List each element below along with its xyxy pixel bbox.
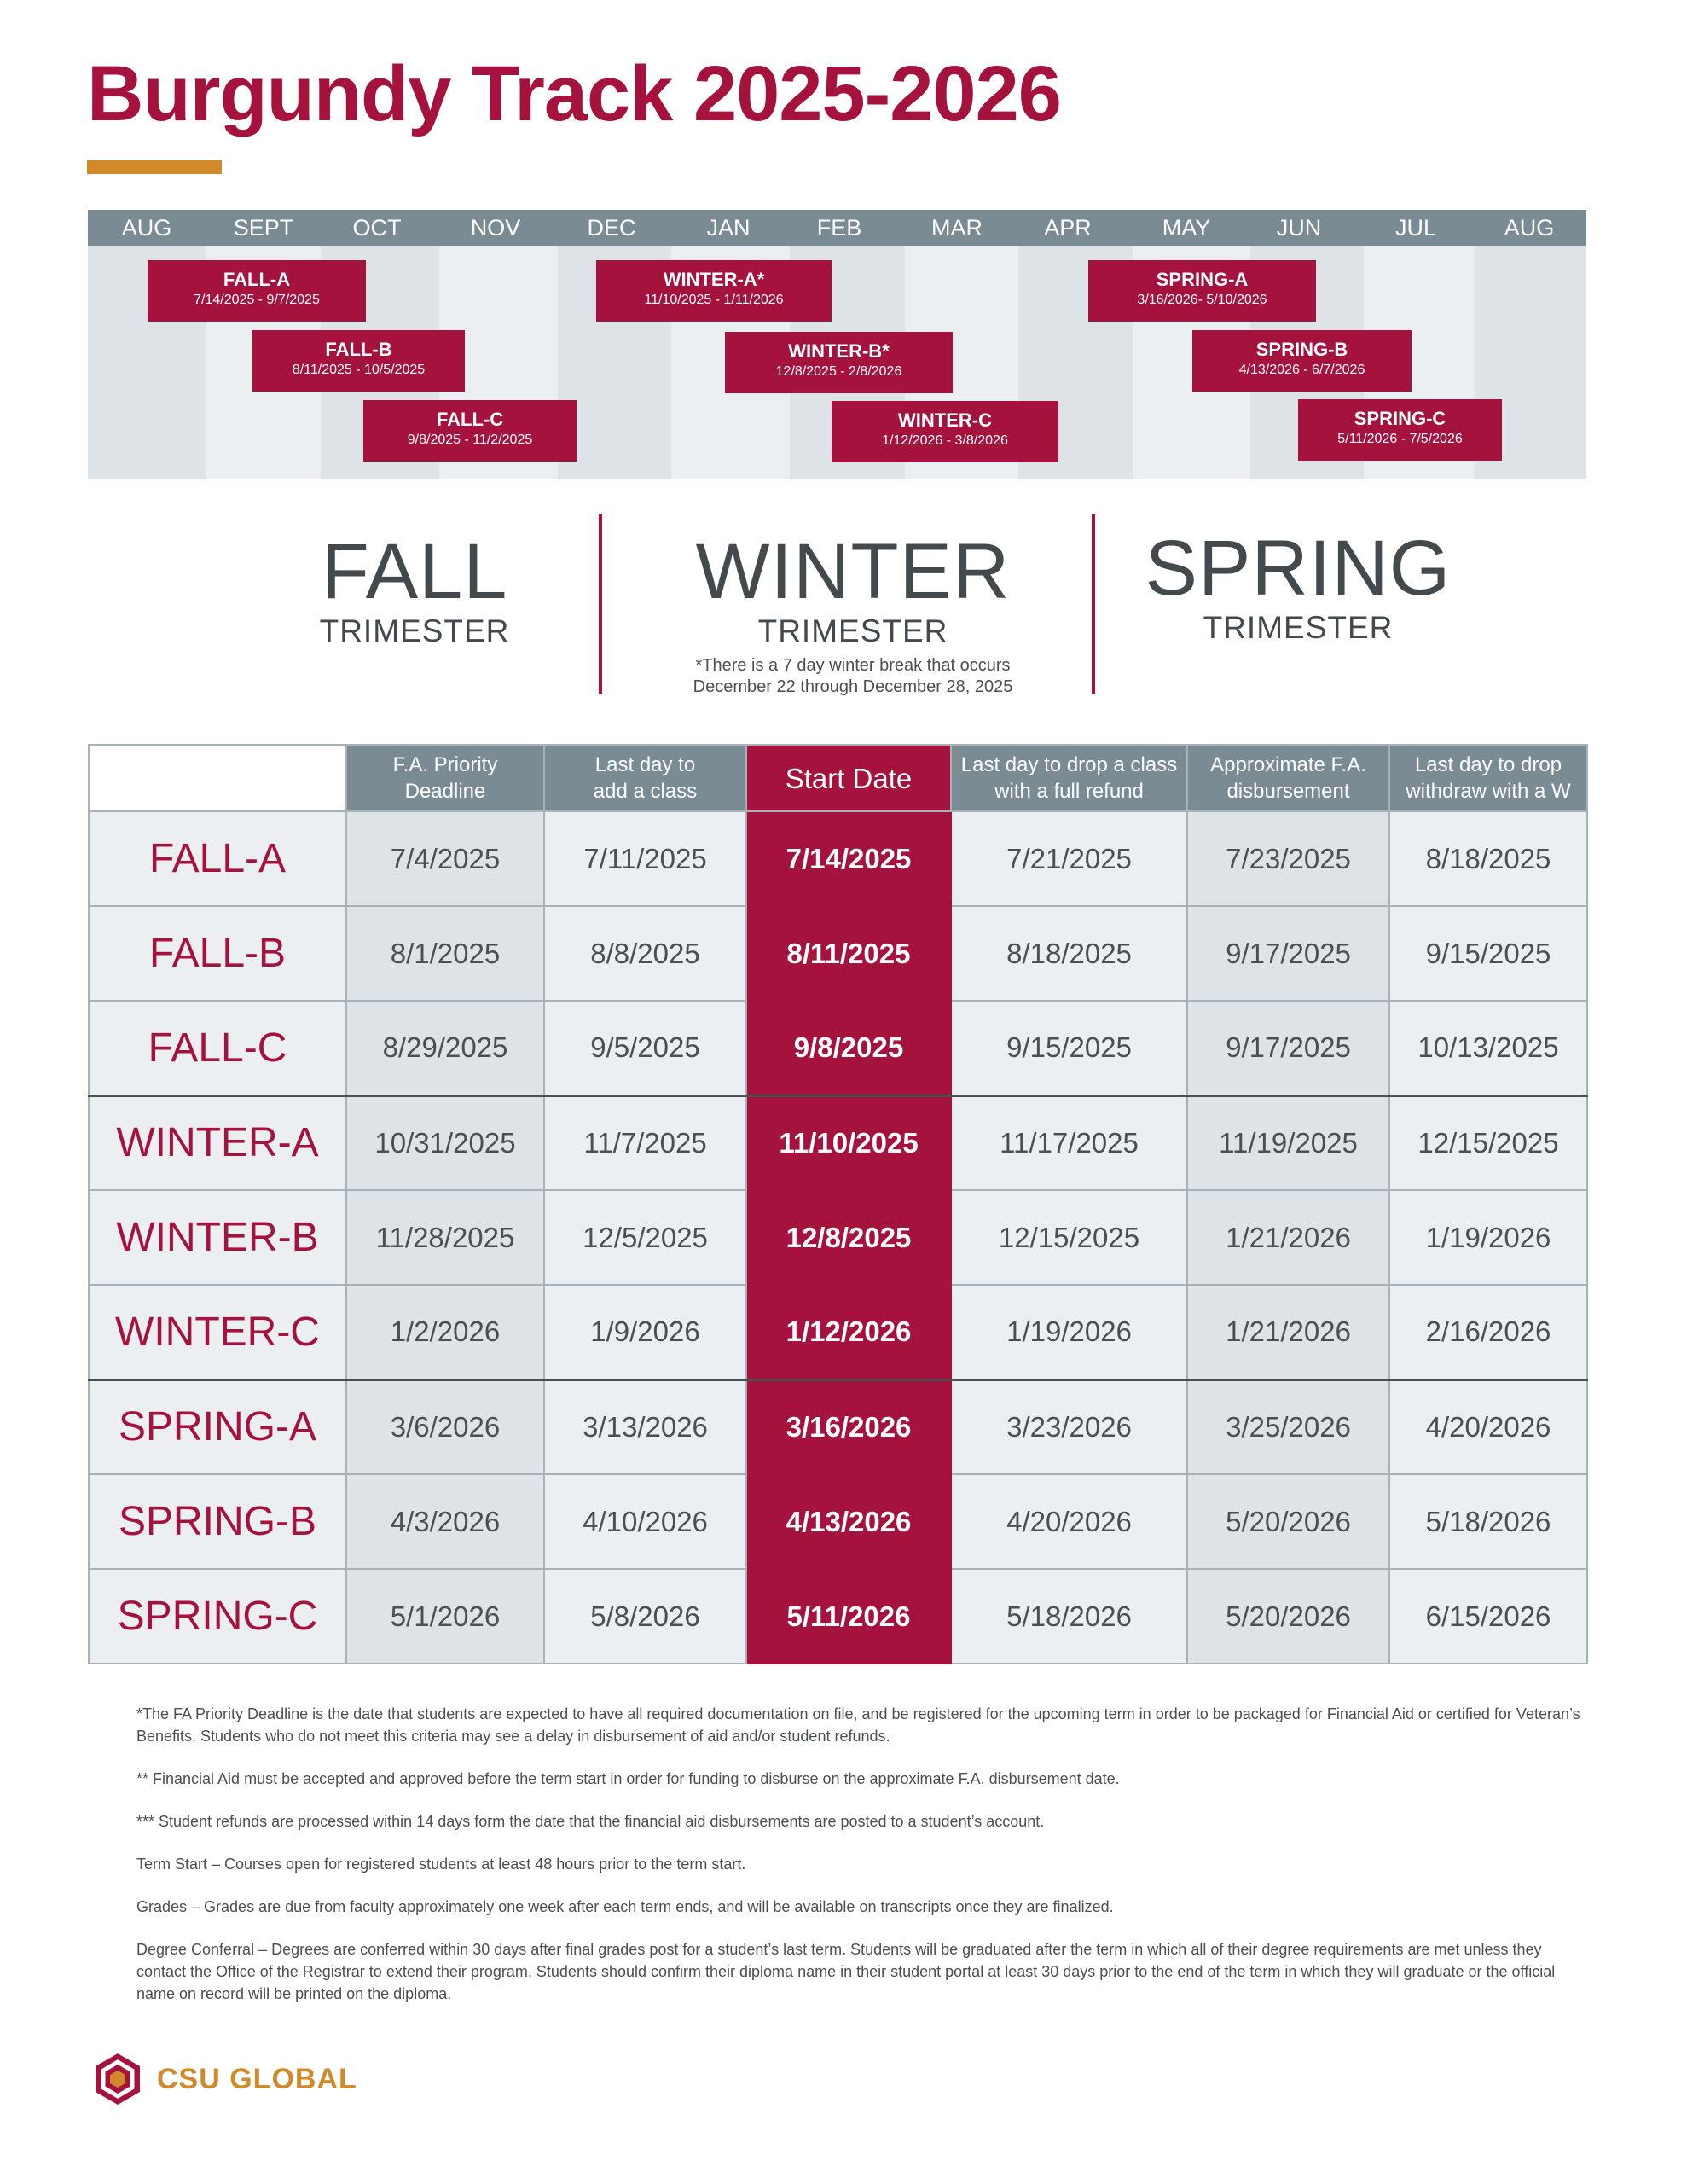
term-dates-table (88, 744, 1588, 1664)
row-term-label: SPRING-C (89, 1569, 346, 1664)
cell-fa-priority: 5/1/2026 (346, 1569, 544, 1664)
cell-last-add: 1/9/2026 (544, 1285, 746, 1380)
month-label: FEB (816, 215, 862, 241)
row-term-label: SPRING-B (89, 1474, 346, 1569)
page-title: Burgundy Track 2025-2026 (87, 50, 1061, 137)
fall-trimester-heading (280, 528, 549, 650)
footnote: *The FA Priority Deadline is the date that students are expected to have all required documentation on file, and be registered for the upcoming term in order to be packaged for Financial Aid or certified for Veteran’s Benefits. Students who do not meet this criteria may see a delay in disbursement of aid and/or student refunds. (136, 1705, 1580, 1745)
cell-fa-priority: 10/31/2025 (346, 1095, 544, 1190)
footnote: ** Financial Aid must be accepted and approved before the term start in order for funding to disburse on the approximate F.A. disbursement date. (136, 1770, 1120, 1787)
cell-last-drop-refund: 11/17/2025 (951, 1095, 1187, 1190)
cell-fa-priority: 7/4/2025 (346, 811, 544, 906)
month-label: JUL (1394, 215, 1437, 241)
term-block-dates: 5/11/2026 - 7/5/2026 (1337, 432, 1463, 446)
term-block-dates: 12/8/2025 - 2/8/2026 (775, 364, 902, 379)
header-line: F.A. Priority (392, 753, 498, 776)
row-term-label: WINTER-A (89, 1095, 346, 1190)
csu-global-mark-icon (92, 2052, 143, 2106)
table-row (89, 1095, 1587, 1190)
trimester-name: SPRING (1145, 525, 1452, 612)
term-block-winter-b (725, 332, 953, 393)
term-block-dates: 1/12/2026 - 3/8/2026 (882, 433, 1008, 448)
cell-last-drop-refund: 8/18/2025 (951, 906, 1187, 1001)
cell-fa-priority: 3/6/2026 (346, 1380, 544, 1474)
term-block-name: SPRING-C (1354, 408, 1446, 429)
cell-start-date: 12/8/2025 (746, 1190, 951, 1285)
term-block-name: FALL-C (436, 409, 504, 430)
cell-last-add: 9/5/2025 (544, 1001, 746, 1095)
cell-fa-disbursement: 9/17/2025 (1187, 906, 1389, 1001)
header-line: Last day to drop (1414, 753, 1562, 776)
footnote: Term Start – Courses open for registered students at least 48 hours prior to the term start. (136, 1856, 746, 1873)
term-block-dates: 8/11/2025 - 10/5/2025 (292, 363, 426, 377)
logo-text: CSU GLOBAL (157, 2062, 357, 2095)
cell-last-drop-w: 2/16/2026 (1389, 1285, 1587, 1380)
cell-last-drop-w: 1/19/2026 (1389, 1190, 1587, 1285)
footnote: Degree Conferral – Degrees are conferred within 30 days after final grades post for a student’s last term. Students will be graduated after the term in which all of their degree requirements are met unless they contact the Office of the Registrar to extend their program. Students should confirm their diploma name in their student portal at least 30 days prior to the end of the term in which they will graduate or the official name on record will be printed on the diploma. (136, 1941, 1556, 2002)
month-label: AUG (1504, 215, 1555, 241)
row-term-label: FALL-B (89, 906, 346, 1001)
trimester-label: TRIMESTER (319, 613, 510, 648)
term-block-name: FALL-B (325, 339, 392, 360)
header-line: Approximate F.A. (1210, 753, 1366, 776)
table-row (89, 1569, 1587, 1664)
cell-fa-disbursement: 11/19/2025 (1187, 1095, 1389, 1190)
title-underline (87, 160, 222, 174)
header-last-day-to-add (544, 745, 746, 811)
cell-last-add: 7/11/2025 (544, 811, 746, 906)
header-line: disbursement (1226, 780, 1350, 803)
footnotes (136, 1703, 1595, 2025)
trimester-label: TRIMESTER (757, 613, 948, 648)
footnote: Grades – Grades are due from faculty approximately one week after each term ends, and will be available on transcripts once they are finalized. (136, 1898, 1114, 1915)
csu-global-logo (92, 2049, 357, 2109)
month-label: JAN (706, 215, 751, 241)
cell-last-drop-w: 6/15/2026 (1389, 1569, 1587, 1664)
term-block-spring-b (1192, 330, 1412, 392)
cell-fa-priority: 4/3/2026 (346, 1474, 544, 1569)
header-line: add a class (593, 780, 698, 803)
cell-fa-priority: 8/29/2025 (346, 1001, 544, 1095)
cell-fa-disbursement: 5/20/2026 (1187, 1569, 1389, 1664)
cell-last-add: 11/7/2025 (544, 1095, 746, 1190)
cell-start-date: 9/8/2025 (746, 1001, 951, 1095)
term-timeline (88, 210, 1586, 479)
month-label: AUG (121, 215, 172, 241)
cell-fa-priority: 11/28/2025 (346, 1190, 544, 1285)
cell-start-date: 5/11/2026 (746, 1569, 951, 1664)
table-row (89, 811, 1587, 906)
cell-last-add: 5/8/2026 (544, 1569, 746, 1664)
table-row (89, 1190, 1587, 1285)
row-term-label: WINTER-B (89, 1190, 346, 1285)
term-block-dates: 9/8/2025 - 11/2/2025 (407, 433, 533, 447)
cell-last-drop-w: 8/18/2025 (1389, 811, 1587, 906)
term-block-winter-a (596, 260, 832, 322)
term-block-name: SPRING-A (1156, 269, 1249, 290)
term-block-dates: 11/10/2025 - 1/11/2026 (644, 293, 784, 307)
table-row (89, 1001, 1587, 1095)
spring-trimester-heading (1143, 527, 1453, 647)
header-line: Last day to (594, 753, 696, 776)
term-block-name: FALL-A (223, 269, 291, 290)
month-label: OCT (352, 215, 402, 241)
cell-fa-priority: 8/1/2025 (346, 906, 544, 1001)
term-block-winter-c (832, 401, 1058, 462)
header-line: Deadline (404, 780, 486, 803)
header-line: with a full refund (994, 780, 1144, 803)
table-row (89, 1285, 1587, 1380)
trimester-divider (599, 514, 602, 694)
cell-last-drop-refund: 12/15/2025 (951, 1190, 1187, 1285)
cell-start-date: 3/16/2026 (746, 1380, 951, 1474)
winter-trimester-heading (648, 528, 1058, 698)
row-term-label: FALL-A (89, 811, 346, 906)
cell-last-add: 4/10/2026 (544, 1474, 746, 1569)
header-last-day-drop-w (1389, 745, 1587, 811)
winter-break-note (648, 655, 1058, 698)
cell-last-drop-w: 4/20/2026 (1389, 1380, 1587, 1474)
trimester-divider (1092, 514, 1095, 694)
month-header (88, 210, 1586, 246)
cell-last-add: 12/5/2025 (544, 1190, 746, 1285)
cell-last-drop-refund: 7/21/2025 (951, 811, 1187, 906)
cell-start-date: 11/10/2025 (746, 1095, 951, 1190)
cell-last-drop-w: 12/15/2025 (1389, 1095, 1587, 1190)
term-block-dates: 7/14/2025 - 9/7/2025 (194, 293, 320, 307)
term-block-spring-a (1088, 260, 1316, 322)
table-row (89, 1380, 1587, 1474)
cell-fa-disbursement: 3/25/2026 (1187, 1380, 1389, 1474)
month-label: MAR (931, 215, 983, 241)
cell-fa-disbursement: 1/21/2026 (1187, 1190, 1389, 1285)
term-block-fall-c (363, 400, 577, 462)
trimester-name: FALL (321, 528, 508, 615)
month-label: DEC (587, 215, 636, 241)
month-label: MAY (1162, 215, 1211, 241)
winter-break-note-line: December 22 through December 28, 2025 (693, 677, 1013, 696)
term-block-fall-b (252, 330, 465, 392)
trimester-name: WINTER (695, 528, 1011, 615)
cell-last-drop-refund: 5/18/2026 (951, 1569, 1187, 1664)
header-fa-disbursement (1187, 745, 1389, 811)
cell-start-date: 8/11/2025 (746, 906, 951, 1001)
term-block-name: WINTER-B* (788, 340, 890, 362)
term-block-dates: 3/16/2026- 5/10/2026 (1137, 293, 1267, 307)
cell-last-drop-w: 10/13/2025 (1389, 1001, 1587, 1095)
winter-break-note-line: *There is a 7 day winter break that occurs (695, 656, 1011, 675)
table-header-row (89, 745, 1587, 811)
footnote: *** Student refunds are processed within 14 days form the date that the financial aid disbursements are posted to a student’s account. (136, 1813, 1045, 1830)
cell-start-date: 1/12/2026 (746, 1285, 951, 1380)
cell-last-drop-w: 9/15/2025 (1389, 906, 1587, 1001)
header-fa-priority-deadline (346, 745, 544, 811)
month-label: APR (1044, 215, 1092, 241)
cell-fa-disbursement: 1/21/2026 (1187, 1285, 1389, 1380)
header-start-date: Start Date (746, 745, 951, 811)
term-block-name: WINTER-C (898, 410, 992, 431)
term-block-dates: 4/13/2026 - 6/7/2026 (1238, 363, 1365, 377)
cell-fa-priority: 1/2/2026 (346, 1285, 544, 1380)
cell-last-drop-refund: 3/23/2026 (951, 1380, 1187, 1474)
term-block-fall-a (148, 260, 366, 322)
month-label: SEPT (233, 215, 294, 241)
term-block-name: WINTER-A* (663, 269, 765, 290)
cell-start-date: 4/13/2026 (746, 1474, 951, 1569)
cell-fa-disbursement: 7/23/2025 (1187, 811, 1389, 906)
month-label: JUN (1276, 215, 1322, 241)
table-row (89, 1474, 1587, 1569)
cell-last-drop-w: 5/18/2026 (1389, 1474, 1587, 1569)
cell-last-add: 3/13/2026 (544, 1380, 746, 1474)
table-row (89, 906, 1587, 1001)
header-last-day-drop-refund (951, 745, 1187, 811)
table-corner-cell (89, 745, 346, 811)
trimester-label: TRIMESTER (1203, 610, 1394, 645)
cell-fa-disbursement: 5/20/2026 (1187, 1474, 1389, 1569)
month-label: NOV (470, 215, 521, 241)
cell-fa-disbursement: 9/17/2025 (1187, 1001, 1389, 1095)
cell-last-drop-refund: 4/20/2026 (951, 1474, 1187, 1569)
header-line: Last day to drop a class (960, 753, 1178, 776)
term-block-name: SPRING-B (1255, 339, 1348, 360)
row-term-label: WINTER-C (89, 1285, 346, 1380)
row-term-label: SPRING-A (89, 1380, 346, 1474)
row-term-label: FALL-C (89, 1001, 346, 1095)
cell-start-date: 7/14/2025 (746, 811, 951, 906)
header-line: withdraw with a W (1406, 780, 1571, 803)
cell-last-drop-refund: 9/15/2025 (951, 1001, 1187, 1095)
cell-last-add: 8/8/2025 (544, 906, 746, 1001)
term-block-spring-c (1298, 399, 1502, 461)
cell-last-drop-refund: 1/19/2026 (951, 1285, 1187, 1380)
